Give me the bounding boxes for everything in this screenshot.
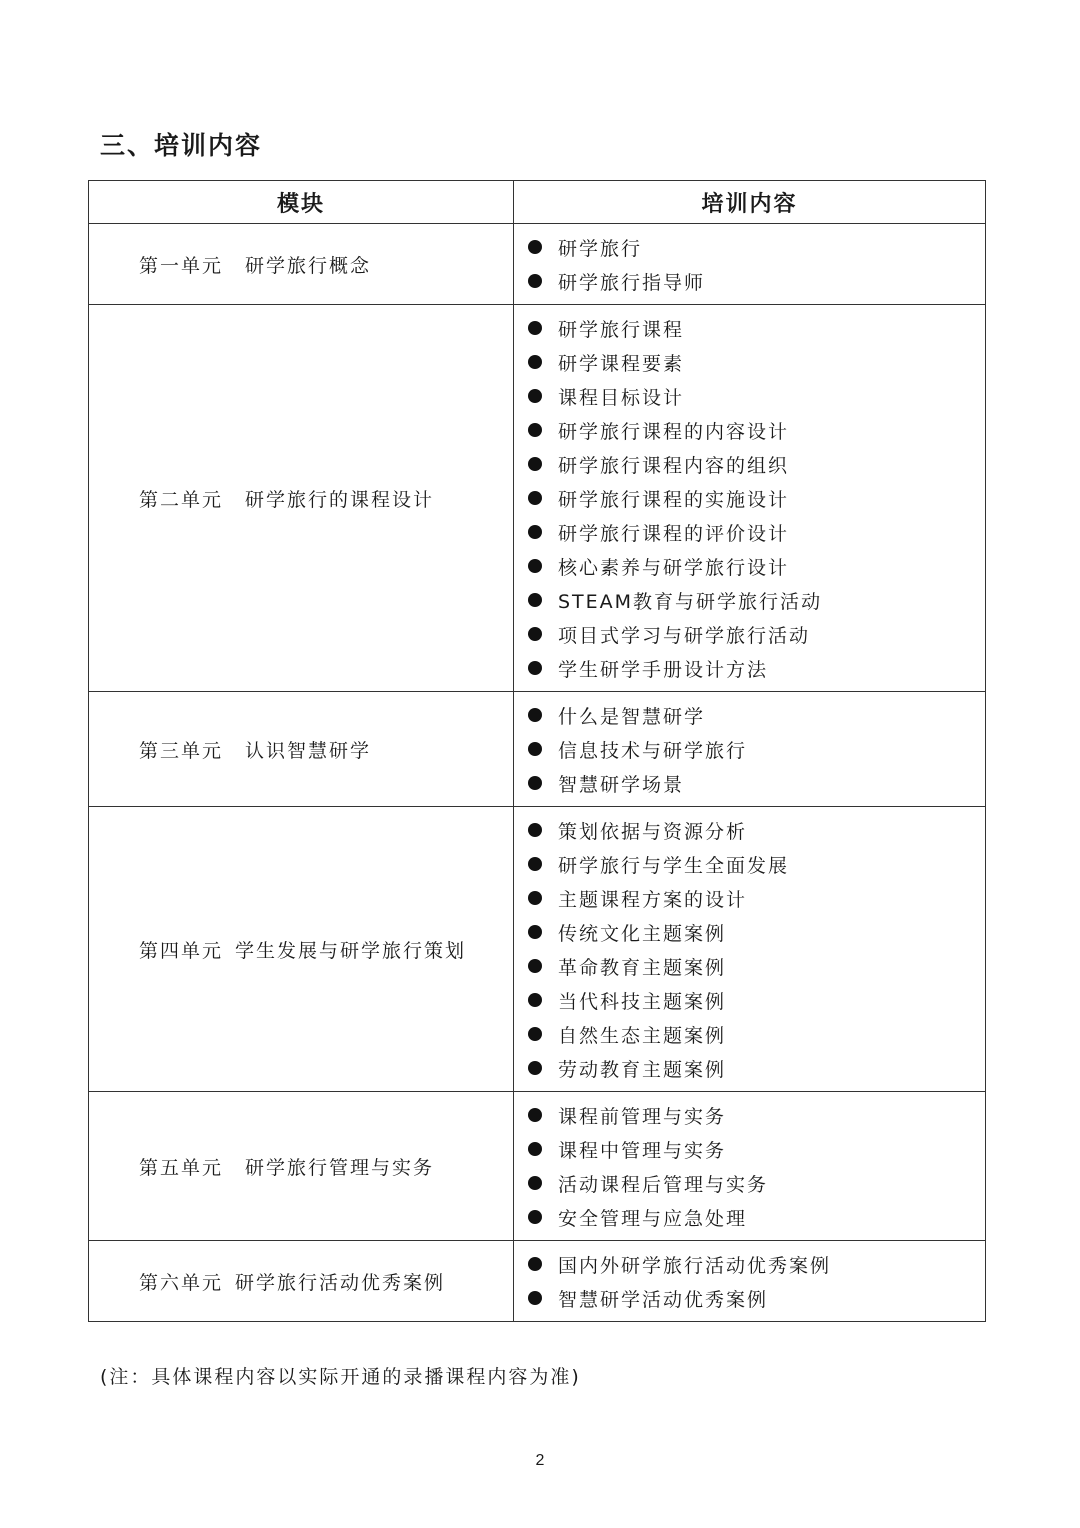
bullet-icon [528,925,542,939]
unit-number: 第四单元 [139,939,224,962]
list-item [528,732,985,766]
unit-number: 第三单元 [139,739,224,762]
training-content-table [88,180,986,1322]
list-item-text: 活动课程后管理与实务 [558,1173,769,1196]
bullet-icon [528,593,542,607]
bullet-icon [528,491,542,505]
list-item-text: 信息技术与研学旅行 [558,739,748,762]
bullet-icon [528,959,542,973]
bullet-icon [528,559,542,573]
list-item [528,1247,985,1281]
bullet-icon [528,708,542,722]
table-header-row [89,181,986,224]
unit-number: 第二单元 [139,488,224,511]
content-list [528,698,985,800]
bullet-icon [528,1142,542,1156]
bullet-icon [528,321,542,335]
list-item-text: 主题课程方案的设计 [558,888,748,911]
unit-title: 研学旅行的课程设计 [245,488,435,511]
bullet-icon [528,823,542,837]
bullet-icon [528,1108,542,1122]
content-cell [514,1241,986,1322]
bullet-icon [528,1061,542,1075]
bullet-icon [528,1176,542,1190]
table-row [89,807,986,1092]
list-item [528,413,985,447]
content-list [528,1247,985,1315]
list-item [528,1017,985,1051]
content-list [528,311,985,685]
module-cell [89,224,514,305]
list-item-text: 国内外研学旅行活动优秀案例 [558,1254,832,1277]
bullet-icon [528,1027,542,1041]
bullet-icon [528,1291,542,1305]
list-item-text: 研学旅行与学生全面发展 [558,854,790,877]
list-item-text: 研学旅行课程的评价设计 [558,522,790,545]
list-item-text: 劳动教育主题案例 [558,1058,727,1081]
list-item-text: 研学旅行指导师 [558,271,706,294]
module-cell [89,1092,514,1241]
list-item [528,983,985,1017]
list-item-text: 研学旅行课程的内容设计 [558,420,790,443]
list-item [528,583,985,617]
list-item [528,1051,985,1085]
unit-number: 第五单元 [139,1156,224,1179]
bullet-icon [528,742,542,756]
list-item [528,915,985,949]
bullet-icon [528,423,542,437]
list-item-text: 研学旅行课程内容的组织 [558,454,790,477]
content-list [528,813,985,1085]
unit-number: 第一单元 [139,254,224,277]
footnote: (注：具体课程内容以实际开通的录播课程内容为准) [100,1366,581,1388]
bullet-icon [528,891,542,905]
bullet-icon [528,1257,542,1271]
list-item [528,651,985,685]
list-item [528,481,985,515]
content-cell [514,224,986,305]
page-number: 2 [535,1452,545,1469]
bullet-icon [528,661,542,675]
list-item [528,447,985,481]
list-item-text: 课程中管理与实务 [558,1139,727,1162]
list-item [528,515,985,549]
list-item [528,379,985,413]
list-item-text: 核心素养与研学旅行设计 [558,556,790,579]
unit-title: 研学旅行概念 [245,254,372,277]
bullet-icon [528,776,542,790]
section-title: 三、培训内容 [100,131,263,160]
list-item-text: 安全管理与应急处理 [558,1207,748,1230]
list-item [528,345,985,379]
content-list [528,230,985,298]
content-cell [514,1092,986,1241]
list-item-text: 研学旅行课程的实施设计 [558,488,790,511]
list-item-text: 智慧研学活动优秀案例 [558,1288,769,1311]
bullet-icon [528,993,542,1007]
header-content: 培训内容 [514,181,986,224]
list-item-text: 课程目标设计 [558,386,685,409]
list-item-text: 策划依据与资源分析 [558,820,748,843]
unit-title: 认识智慧研学 [245,739,372,762]
list-item-text: 传统文化主题案例 [558,922,727,945]
module-cell [89,305,514,692]
module-cell [89,692,514,807]
module-cell [89,807,514,1092]
module-cell [89,1241,514,1322]
list-item-text: 自然生态主题案例 [558,1024,727,1047]
content-cell [514,807,986,1092]
list-item [528,311,985,345]
list-item [528,549,985,583]
list-item [528,1098,985,1132]
list-item [528,813,985,847]
list-item-text: 智慧研学场景 [558,773,685,796]
list-item-text: 研学旅行课程 [558,318,685,341]
list-item-text: 什么是智慧研学 [558,705,706,728]
list-item [528,1166,985,1200]
table-row [89,305,986,692]
list-item [528,766,985,800]
bullet-icon [528,389,542,403]
list-item-text: 革命教育主题案例 [558,956,727,979]
list-item [528,698,985,732]
bullet-icon [528,240,542,254]
list-item [528,1200,985,1234]
bullet-icon [528,857,542,871]
header-module: 模块 [89,181,514,224]
content-cell [514,305,986,692]
list-item-text: 学生研学手册设计方法 [558,658,769,681]
bullet-icon [528,457,542,471]
content-list [528,1098,985,1234]
list-item-text: 当代科技主题案例 [558,990,727,1013]
table-row [89,692,986,807]
list-item [528,881,985,915]
unit-title: 研学旅行活动优秀案例 [235,1271,446,1294]
bullet-icon [528,274,542,288]
list-item-text: STEAM教育与研学旅行活动 [558,590,823,613]
table-row [89,224,986,305]
list-item [528,1281,985,1315]
unit-title: 学生发展与研学旅行策划 [235,939,467,962]
bullet-icon [528,525,542,539]
table-row [89,1092,986,1241]
unit-number: 第六单元 [139,1271,224,1294]
content-cell [514,692,986,807]
list-item [528,230,985,264]
list-item-text: 研学旅行 [558,237,643,260]
list-item [528,264,985,298]
table-row [89,1241,986,1322]
list-item [528,617,985,651]
bullet-icon [528,1210,542,1224]
list-item-text: 研学课程要素 [558,352,685,375]
list-item [528,847,985,881]
list-item [528,949,985,983]
bullet-icon [528,627,542,641]
list-item-text: 课程前管理与实务 [558,1105,727,1128]
unit-title: 研学旅行管理与实务 [245,1156,435,1179]
bullet-icon [528,355,542,369]
list-item [528,1132,985,1166]
list-item-text: 项目式学习与研学旅行活动 [558,624,811,647]
